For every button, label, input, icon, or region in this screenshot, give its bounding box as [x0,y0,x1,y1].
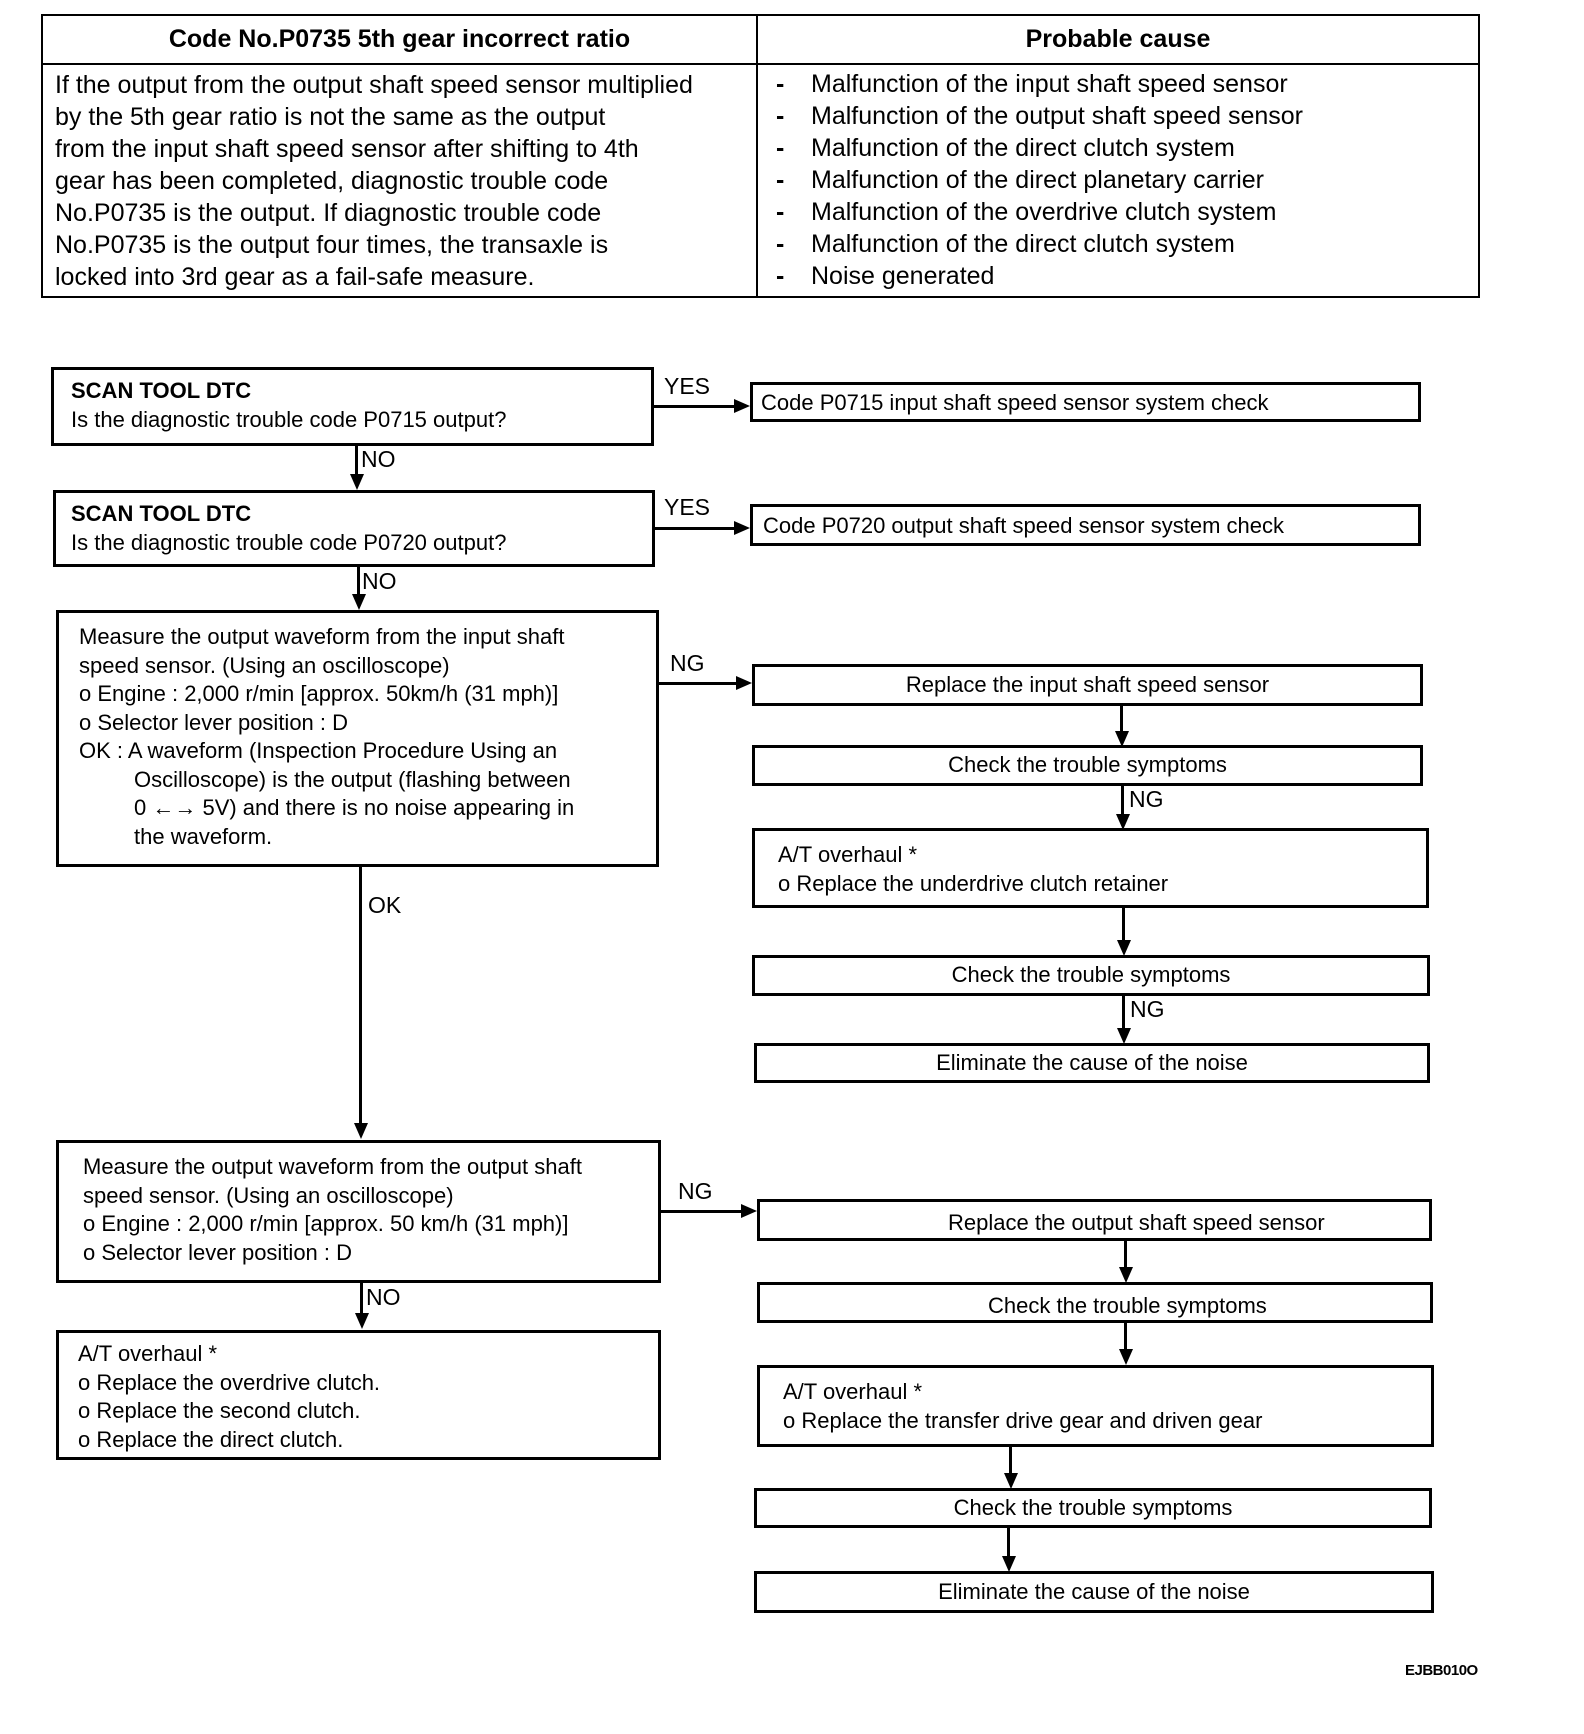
description-line: locked into 3rd gear as a fail-safe measure. [55,263,535,291]
step-scan-tool-p0715 [51,367,654,446]
bullet-dash-icon: - [776,230,785,258]
cause-item: - Malfunction of the direct clutch system [758,132,1478,164]
arrow-right-icon [736,676,752,690]
cause-item: - Malfunction of the overdrive clutch system [758,196,1478,228]
at-overhaul-underdrive-box: A/T overhaul * o Replace the underdrive clutch retainer [752,828,1429,908]
arrow-down-icon [1119,1349,1133,1365]
ng-label: NG [678,1178,713,1204]
at-overhaul-clutches-box: A/T overhaul * o Replace the overdrive clutch. o Replace the second clutch. o Replace the direct clutch. [56,1330,661,1460]
check-trouble-symptoms-box: Check the trouble symptoms [754,1488,1432,1528]
connector [1124,1241,1127,1269]
bullet-dash-icon: - [776,166,785,194]
connector [1122,908,1125,942]
table-header-code: Code No.P0735 5th gear incorrect ratio [168,25,631,53]
ng-connector [1122,996,1125,1030]
code-description [55,69,755,293]
no-label: NO [366,1284,401,1310]
bullet-dash-icon: - [776,198,785,226]
ok-label: OK [368,892,402,918]
description-line: from the input shaft speed sensor after shifting to 4th [55,135,639,163]
arrow-down-icon [352,594,366,610]
ng-connector [661,1210,743,1213]
no-connector [355,446,358,476]
step-measure-input-shaft-waveform: Measure the output waveform from the input shaft speed sensor. (Using an oscilloscope) o Engine : 2,000 r/min [approx. 50km/h (31 mph)] o Selector lever position : D OK : A waveform (Inspection Procedure Using an Oscilloscope) is the output (flashing between 0 ←→ 5V) and there is no noise appearing in the waveform. [56,610,659,867]
p0720-system-check-box: Code P0720 output shaft speed sensor system check [750,504,1421,546]
check-trouble-symptoms-box: Check the trouble symptoms [757,1282,1433,1323]
arrow-down-icon [1002,1556,1016,1572]
check-trouble-symptoms-box: Check the trouble symptoms [752,745,1423,786]
table-header-probable-cause: Probable cause [1025,25,1211,53]
eliminate-noise-box: Eliminate the cause of the noise [754,1571,1434,1613]
arrow-down-icon [1117,940,1131,956]
ng-label: NG [1130,996,1165,1022]
table-header-divider [43,63,1478,65]
yes-label: YES [664,494,711,520]
yes-connector [655,527,738,530]
connector [1007,1528,1010,1558]
description-line: No.P0735 is the output. If diagnostic trouble code [55,199,602,227]
yes-connector [654,405,738,408]
step-question: Is the diagnostic trouble code P0720 output? [71,529,507,555]
description-line: by the 5th gear ratio is not the same as the output [55,103,606,131]
no-label: NO [362,568,397,594]
ng-label: NG [670,650,705,676]
at-overhaul-transfer-gear-box: A/T overhaul * o Replace the transfer drive gear and driven gear [757,1365,1434,1447]
bullet-dash-icon: - [776,102,785,130]
check-trouble-symptoms-box: Check the trouble symptoms [752,955,1430,996]
description-line: If the output from the output shaft speed sensor multiplied [55,71,693,99]
probable-cause-list [758,68,1478,292]
connector [1120,706,1123,734]
ng-connector [1121,786,1124,816]
no-connector [360,1283,363,1315]
step-title: SCAN TOOL DTC [71,378,252,403]
arrow-down-icon [354,1123,368,1139]
step-title: SCAN TOOL DTC [71,501,252,526]
arrow-right-icon [734,399,750,413]
arrow-right-icon [741,1204,757,1218]
step-question: Is the diagnostic trouble code P0715 output? [71,406,507,432]
figure-id: EJBB010O [1405,1662,1478,1679]
ng-connector [659,682,739,685]
description-line: No.P0735 is the output four times, the transaxle is [55,231,609,259]
ng-label: NG [1129,786,1164,812]
arrow-down-icon [1004,1473,1018,1489]
connector [1009,1447,1012,1475]
step-measure-output-shaft-waveform: Measure the output waveform from the output shaft speed sensor. (Using an oscilloscope) o Engine : 2,000 r/min [approx. 50 km/h (31 mph)] o Selector lever position : D [56,1140,661,1283]
cause-item: - Noise generated [758,260,1478,292]
no-label: NO [361,446,396,472]
arrow-down-icon [350,474,364,490]
cause-item: - Malfunction of the direct clutch system [758,228,1478,260]
p0715-system-check-box: Code P0715 input shaft speed sensor system check [750,382,1421,422]
arrow-right-icon [734,521,750,535]
cause-item: - Malfunction of the output shaft speed sensor [758,100,1478,132]
step-scan-tool-p0720 [53,490,655,567]
bullet-dash-icon: - [776,134,785,162]
arrow-down-icon [1119,1267,1133,1283]
yes-label: YES [664,373,711,399]
replace-output-shaft-sensor-box: Replace the output shaft speed sensor [757,1199,1432,1241]
ok-connector [359,867,362,1125]
dtc-info-table [41,14,1480,298]
replace-input-shaft-sensor-box: Replace the input shaft speed sensor [752,664,1423,706]
bullet-dash-icon: - [776,70,785,98]
arrow-down-icon [355,1313,369,1329]
cause-item: - Malfunction of the input shaft speed sensor [758,68,1478,100]
cause-item: - Malfunction of the direct planetary carrier [758,164,1478,196]
connector [1124,1323,1127,1351]
eliminate-noise-box: Eliminate the cause of the noise [754,1043,1430,1083]
description-line: gear has been completed, diagnostic trouble code [55,167,609,195]
bullet-dash-icon: - [776,262,785,290]
no-connector [357,567,360,597]
arrow-down-icon [1117,1028,1131,1044]
